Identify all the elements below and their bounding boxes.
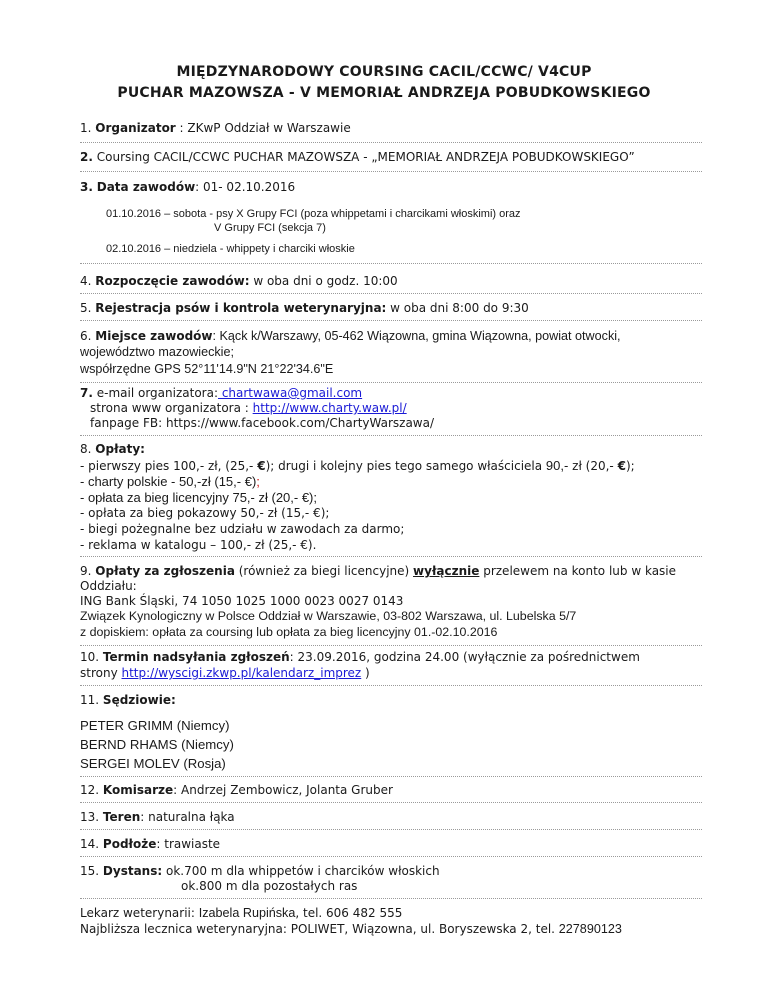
judge-2: BERND RHAMS (Niemcy) (80, 737, 234, 752)
www-label: strona www organizatora : (90, 401, 253, 415)
section-text: (również za biegi licencyjne) (234, 564, 414, 578)
section-number: 7. (80, 386, 93, 400)
divider (80, 829, 702, 830)
vet-name: Izabela Rupińska (198, 906, 296, 920)
section-label: Data zawodów (96, 180, 196, 194)
distance-line2: ok.800 m dla pozostałych ras (181, 879, 358, 893)
judge-3: SERGEI MOLEV (Rosja) (80, 756, 226, 771)
fee-text-red: ; (256, 474, 260, 489)
section-organizer (80, 119, 700, 137)
section-text: : ZKwP Oddział w Warszawie (175, 121, 351, 135)
divider (80, 645, 702, 646)
deadline-line2 (80, 664, 700, 682)
fee-text: - pierwszy pies 100,- zł, (25,- (80, 459, 258, 473)
location-line2: województwo mazowieckie; (80, 345, 234, 359)
clinic-phone: 227890123 (558, 922, 622, 936)
deadline-text: ) (361, 666, 370, 680)
section-text: w oba dni o godz. 10:00 (249, 274, 398, 288)
clinic-text: Najbliższa lecznica weterynaryjna: POLIWET, Wiązowna, ul. Boryszewska 2, tel. (80, 922, 559, 936)
section-number: 12. (80, 783, 100, 797)
euro-sign: € (617, 459, 626, 473)
fee-text: ); drugi i kolejny pies tego samego właściciela (265, 459, 546, 473)
doc-title-line1: MIĘDZYNARODOWY COURSING CACIL/CCWC/ V4CUP (176, 64, 592, 80)
section-text: : naturalna łąka (140, 810, 235, 824)
fee-text: - charty polskie - 50,-zł (15,- €) (80, 474, 257, 489)
section-number: 13. (80, 810, 100, 824)
section-label: Organizator (95, 121, 176, 135)
divider (80, 898, 702, 899)
section-label: Sędziowie: (102, 693, 176, 707)
fee-amount: 90,- (545, 458, 569, 473)
judge-1: PETER GRIMM (Niemcy) (80, 718, 230, 733)
section-stewards (80, 781, 700, 799)
section-judges (80, 691, 700, 709)
date-day1-line1: 01.10.2016 – sobota - psy X Grupy FCI (poza whippetami i charcikami włoskimi) oraz (106, 208, 521, 220)
divider (80, 293, 702, 294)
section-label: Rozpoczęcie zawodów: (95, 274, 250, 288)
section-number: 3. (80, 180, 93, 194)
divider (80, 556, 702, 557)
doc-title-line2: PUCHAR MAZOWSZA - V MEMORIAŁ ANDRZEJA POBUDKOWSKIEGO (117, 85, 651, 101)
section-text: : Andrzej Zembowicz, Jolanta Gruber (173, 783, 393, 797)
section-terrain (80, 808, 700, 826)
section-date (80, 178, 700, 196)
section-number: 6. (80, 329, 92, 343)
fee-text: zł (20,- (568, 459, 618, 473)
section-number: 8. (80, 442, 92, 456)
www-link[interactable]: http://www.charty.waw.pl/ (252, 401, 407, 415)
section-coursing (80, 148, 700, 166)
section-number: 11. (80, 693, 100, 707)
divider (80, 142, 702, 143)
fee-line-4: - opłata za bieg pokazowy 50,- zł (15,- €); (80, 506, 330, 520)
divider (80, 776, 702, 777)
divider (80, 435, 702, 436)
date-day2: 02.10.2016 – niedziela - whippety i charciki włoskie (106, 243, 355, 255)
section-label: Dystans: (102, 864, 163, 878)
payment-note: z dopiskiem: opłata za coursing lub opłata za bieg licencyjny 01.-02.10.2016 (80, 625, 498, 639)
section-number: 10. (80, 650, 100, 664)
section-text: : 01- 02.10.2016 (195, 180, 296, 194)
location-gps: współrzędne GPS 52°11'14.9"N 21°22'34.6"E (80, 362, 334, 376)
section-number: 14. (80, 837, 100, 851)
section-label: Termin nadsyłania zgłoszeń (102, 650, 290, 664)
divider (80, 263, 702, 264)
section-label: Komisarze (102, 783, 174, 797)
payment-recipient: Związek Kynologiczny w Polsce Oddział w Warszawie, 03-802 Warszawa, ul. Lubelska 5/7 (80, 609, 577, 623)
section-number: 5. (80, 301, 92, 315)
payment-line2: Oddziału: (80, 579, 137, 593)
euro-sign: € (257, 459, 266, 473)
section-number: 9. (80, 564, 92, 578)
payment-bank-account: ING Bank Śląski, 74 1050 1025 1000 0023 0027 0143 (80, 594, 404, 608)
section-text: : trawiaste (156, 837, 221, 851)
email-link[interactable]: chartwawa@gmail.com (218, 386, 363, 400)
fee-line-3: - opłata za bieg licencyjny 75,- zł (20,- €); (80, 490, 317, 505)
section-label: Teren (102, 810, 141, 824)
section-text: Coursing CACIL/CCWC PUCHAR MAZOWSZA - „MEMORIAŁ ANDRZEJA POBUDKOWSKIEGO” (92, 150, 635, 164)
fee-text: ); (625, 459, 635, 473)
section-text: : 23.09.2016, godzina 24.00 (wyłącznie za pośrednictwem (289, 650, 640, 664)
section-label: Miejsce zawodów (95, 329, 213, 343)
section-label: Opłaty za zgłoszenia (95, 564, 235, 578)
section-number: 4. (80, 274, 92, 288)
section-text: ok.700 m dla whippetów i charcików włoskich (162, 864, 440, 878)
date-day1-line2: V Grupy FCI (sekcja 7) (214, 222, 326, 234)
fee-line-5: - biegi pożegnalne bez udziału w zawodach za darmo; (80, 522, 405, 536)
deadline-text: strony (80, 666, 122, 680)
divider (80, 856, 702, 857)
divider (80, 802, 702, 803)
divider (80, 171, 702, 172)
section-label: Podłoże (102, 837, 157, 851)
section-number: 1. (80, 121, 92, 135)
section-text: : Kąck k/Warszawy, 05-462 Wiązowna, gmina Wiązowna, powiat otwocki, (212, 329, 621, 343)
clinic-line (80, 920, 700, 939)
section-label: Rejestracja psów i kontrola weterynaryjna: (95, 301, 387, 315)
section-label: e-mail organizatora: (96, 386, 218, 400)
section-text: przelewem na konto lub w kasie (479, 564, 677, 578)
fanpage-line: fanpage FB: https://www.facebook.com/ChartyWarszawa/ (90, 416, 435, 430)
section-registration (80, 299, 700, 317)
payment-only-emphasis: wyłącznie (413, 564, 480, 578)
section-number: 2. (80, 150, 93, 164)
fee-line-6: - reklama w katalogu – 100,- zł (25,- €). (80, 538, 317, 552)
calendar-link[interactable]: http://wyscigi.zkwp.pl/kalendarz_imprez (121, 666, 362, 680)
vet-phone: , tel. 606 482 555 (295, 906, 403, 920)
section-start (80, 272, 700, 290)
section-text: w oba dni 8:00 do 9:30 (386, 301, 529, 315)
vet-label: Lekarz weterynarii: (80, 906, 199, 920)
divider (80, 320, 702, 321)
section-label: Opłaty: (95, 442, 145, 456)
divider (80, 685, 702, 686)
section-number: 15. (80, 864, 100, 878)
divider (80, 382, 702, 383)
section-ground (80, 835, 700, 853)
